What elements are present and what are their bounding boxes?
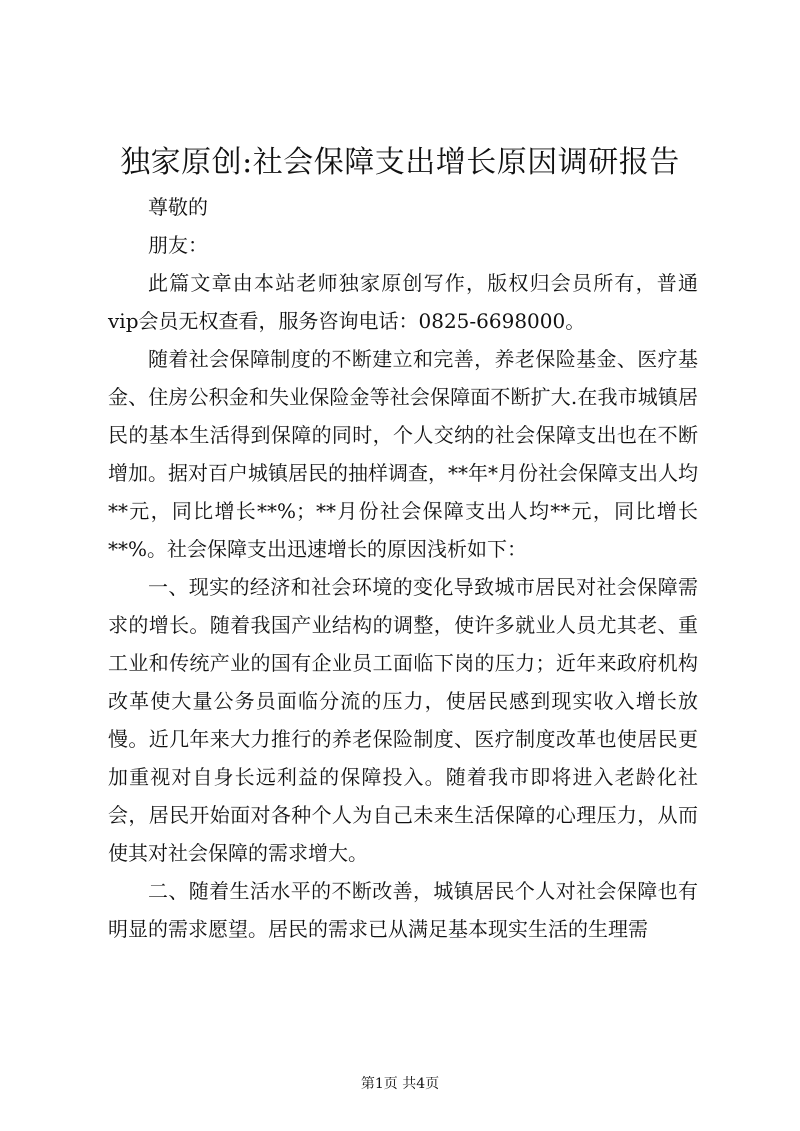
copyright-notice: 此篇文章由本站老师独家原创写作，版权归会员所有，普通vip会员无权查看，服务咨询电话：0825-6698000。: [108, 271, 698, 333]
document-title: 独家原创:社会保障支出增长原因调研报告: [120, 145, 680, 180]
paragraph-intro: 随着社会保障制度的不断建立和完善，养老保险基金、医疗基金、住房公积金和失业保险金等社会保障面不断扩大.在我市城镇居民的基本生活得到保障的同时，个人交纳的社会保障支出也在不断增加。据对百户城镇居民的抽样调查，**年*月份社会保障支出人均**元，同比增长**%；**月份社会保障支出人均**元，同比增长**%。社会保障支出迅速增长的原因浅析如下：: [108, 347, 698, 561]
document-body: [108, 188, 698, 948]
paragraph-section-2: 二、随着生活水平的不断改善，城镇居民个人对社会保障也有明显的需求愿望。居民的需求已从满足基本现实生活的生理需: [108, 879, 698, 941]
page-footer: 第1页 共4页: [360, 1076, 440, 1092]
salutation-line-1: 尊敬的: [148, 195, 208, 219]
salutation-line-2: 朋友：: [148, 233, 208, 257]
paragraph-section-1: 一、现实的经济和社会环境的变化导致城市居民对社会保障需求的增长。随着我国产业结构的调整，使许多就业人员尤其老、重工业和传统产业的国有企业员工面临下岗的压力；近年来政府机构改革使大量公务员面临分流的压力，使居民感到现实收入增长放慢。近几年来大力推行的养老保险制度、医疗制度改革也使居民更加重视对自身长远利益的保障投入。随着我市即将进入老龄化社会，居民开始面对各种个人为自己未来生活保障的心理压力，从而使其对社会保障的需求增大。: [108, 575, 698, 865]
